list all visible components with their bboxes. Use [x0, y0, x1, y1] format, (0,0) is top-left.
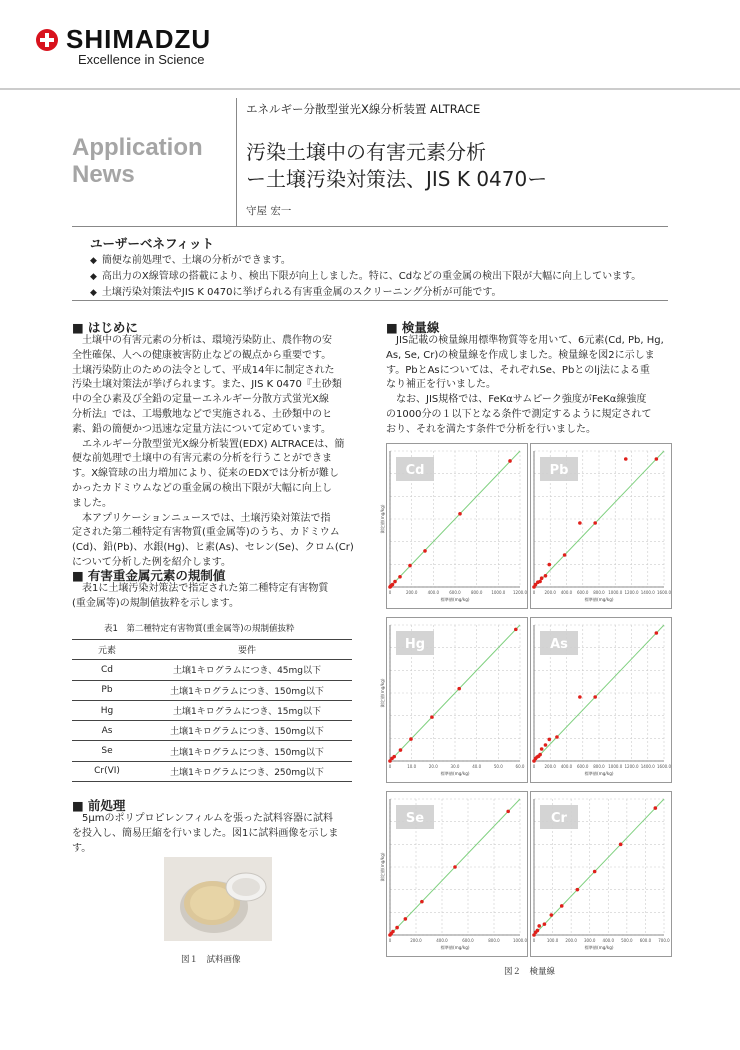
- data-point: [547, 563, 551, 567]
- x-tick-label: 1000.0: [491, 590, 506, 595]
- paragraph-line: 素、鉛の簡便かつ迅速な定量方法について定めています。: [72, 423, 331, 435]
- data-point: [543, 922, 547, 926]
- cell-element: Cr(VI): [72, 761, 142, 781]
- figure2-caption: 図２ 検量線: [504, 967, 556, 977]
- x-tick-label: 800.0: [488, 938, 500, 943]
- x-tick-label: 400.0: [427, 590, 440, 595]
- data-point: [544, 574, 548, 578]
- data-point: [593, 521, 597, 525]
- x-tick-label: 500.0: [621, 938, 633, 943]
- table-caption: 表1 第二種特定有害物質(重金属等)の規制値抜粋: [104, 624, 295, 634]
- chart-svg: [530, 443, 672, 609]
- data-point: [550, 913, 554, 917]
- calibration-chart-as: [530, 617, 672, 783]
- x-tick-label: 600.0: [577, 590, 589, 595]
- sample-container-image: [164, 857, 272, 941]
- x-tick-label: 1200.0: [624, 590, 639, 595]
- element-badge-label: As: [550, 637, 568, 652]
- calibration-chart-pb: [530, 443, 672, 609]
- x-axis-label: 標準値(mg/kg): [584, 945, 614, 950]
- table-row: [72, 741, 352, 761]
- cell-requirement: 土壌1キログラムにつき、150mg以下: [142, 721, 352, 741]
- x-tick-label: 1400.0: [640, 590, 655, 595]
- table-header-row: [72, 640, 352, 660]
- chart-svg: [380, 443, 528, 609]
- x-tick-label: 1400.0: [640, 764, 655, 769]
- x-tick-label: 600.0: [639, 938, 652, 943]
- x-tick-label: 0: [388, 764, 392, 769]
- cell-requirement: 土壌1キログラムにつき、45mg以下: [142, 660, 352, 680]
- data-point: [544, 743, 548, 747]
- x-tick-label: 1600.0: [657, 590, 671, 595]
- data-point: [391, 583, 395, 587]
- x-tick-label: 400.0: [560, 764, 573, 769]
- regulation-heading: ■ 有害重金属元素の規制値: [72, 566, 225, 584]
- x-tick-label: 800.0: [470, 590, 483, 595]
- y-axis-label: 測定値(mg/kg): [380, 504, 385, 534]
- paragraph-line: (Cd)、鉛(Pb)、水銀(Hg)、ヒ素(As)、セレン(Se)、クロム(Cr): [72, 542, 354, 554]
- author: 守屋 宏一: [246, 205, 292, 217]
- table-row: [72, 680, 352, 700]
- paragraph-line: ました。: [72, 497, 112, 509]
- benefit-item: ◆ 高出力のX線管球の搭載により、検出下限が向上しました。特に、Cdなどの重金属の検出下限が大幅に向上しています。: [90, 269, 641, 285]
- chart-svg: [530, 791, 672, 957]
- table-row: [72, 761, 352, 781]
- data-point: [563, 553, 567, 557]
- x-tick-label: 1600.0: [657, 764, 671, 769]
- cell-requirement: 土壌1キログラムにつき、150mg以下: [142, 680, 352, 700]
- cell-element: Cd: [72, 660, 142, 680]
- tagline: Excellence in Science: [78, 52, 205, 67]
- paragraph-line: 汚染土壌対策法が挙げられます。また、JIS K 0470『土砂類: [72, 379, 342, 391]
- title-divider: [236, 98, 237, 226]
- x-tick-label: 1200.0: [624, 764, 639, 769]
- data-point: [576, 888, 580, 892]
- data-point: [619, 843, 623, 847]
- paragraph-line: As, Se, Cr)の検量線を作成しました。検量線を図2に示しま: [386, 349, 655, 361]
- regulation-paragraph: [72, 582, 362, 612]
- brand-name: SHIMADZU: [66, 24, 212, 54]
- application-news-line1: Application: [72, 134, 203, 161]
- data-point: [404, 917, 408, 921]
- x-tick-label: 0: [532, 590, 536, 595]
- x-tick-label: 400.0: [602, 938, 615, 943]
- chart-svg: [380, 617, 528, 783]
- divider: [72, 300, 668, 301]
- data-point: [538, 580, 542, 584]
- paragraph-line: 便な前処理で土壌中の有害元素の分析を行うことができま: [72, 453, 332, 465]
- data-point: [536, 929, 540, 933]
- chart-svg: [530, 617, 672, 783]
- x-tick-label: 600.0: [449, 590, 461, 595]
- paragraph-line: す。PbとAsについては、それぞれSe、Pbとのlj法による重: [386, 364, 650, 376]
- figure1-caption: 図１ 試料画像: [181, 955, 241, 965]
- x-tick-label: 0: [532, 938, 536, 943]
- benefit-item: ◆ 土壌汚染対策法やJIS K 0470に挙げられる有害重金属のスクリーニング分析が可能です。: [90, 285, 641, 301]
- data-point: [391, 930, 395, 934]
- paragraph-line: 全性確保、人への健康被害防止などの観点から重要です。: [72, 349, 332, 361]
- data-point: [393, 580, 397, 584]
- data-point: [506, 810, 510, 814]
- data-point: [458, 512, 462, 516]
- benefit-item: ◆ 簡便な前処理で、土壌の分析ができます。: [90, 253, 641, 269]
- user-benefit-list: [90, 253, 641, 302]
- paragraph-line: エネルギー分散型蛍光X線分析装置(EDX) ALTRACEは、簡: [72, 438, 345, 450]
- element-badge-label: Hg: [404, 637, 426, 652]
- data-point: [540, 576, 544, 580]
- x-tick-label: 0: [388, 938, 392, 943]
- x-tick-label: 800.0: [593, 764, 605, 769]
- element-badge-label: Cd: [405, 463, 425, 478]
- cell-element: Pb: [72, 680, 142, 700]
- data-point: [409, 737, 413, 741]
- paragraph-line: 土壌汚染防止のための法令として、平成14年に制定された: [72, 364, 335, 376]
- calibration-paragraph: [386, 334, 670, 438]
- x-axis-label: 標準値(mg/kg): [440, 597, 470, 602]
- x-axis-label: 標準値(mg/kg): [584, 597, 614, 602]
- calibration-heading: ■ 検量線: [386, 318, 439, 336]
- paragraph-line: す。: [72, 842, 92, 854]
- x-tick-label: 0: [388, 590, 392, 595]
- cell-requirement: 土壌1キログラムにつき、15mg以下: [142, 700, 352, 720]
- paragraph-line: 土壌中の有害元素の分析は、環境汚染防止、農作物の安: [72, 335, 332, 346]
- x-tick-label: 400.0: [436, 938, 448, 943]
- x-tick-label: 50.0: [493, 764, 503, 769]
- cell-requirement: 土壌1キログラムにつき、250mg以下: [142, 761, 352, 781]
- x-tick-label: 200.0: [544, 590, 556, 595]
- x-tick-label: 100.0: [546, 938, 559, 943]
- x-tick-label: 600.0: [577, 764, 589, 769]
- x-tick-label: 40.0: [472, 764, 482, 769]
- cell-element: Hg: [72, 700, 142, 720]
- column-header: 要件: [142, 640, 352, 660]
- x-tick-label: 30.0: [450, 764, 460, 769]
- regulation-table: [72, 639, 352, 782]
- column-header: 元素: [72, 640, 142, 660]
- x-tick-label: 1000.0: [513, 938, 527, 943]
- paragraph-line: 表1に土壌汚染対策法で指定された第二種特定有害物質: [72, 583, 329, 594]
- data-point: [398, 575, 402, 579]
- pretreatment-heading: ■ 前処理: [72, 796, 125, 814]
- header-divider: [0, 88, 740, 90]
- cell-element: As: [72, 721, 142, 741]
- data-point: [399, 748, 403, 752]
- paragraph-line: なり補正を行いました。: [386, 379, 496, 391]
- data-point: [593, 695, 597, 699]
- x-tick-label: 400.0: [560, 590, 573, 595]
- paragraph-line: を投入し、簡易圧縮を行いました。図1に試料画像を示しま: [72, 827, 339, 839]
- x-tick-label: 200.0: [405, 590, 418, 595]
- data-point: [514, 628, 518, 632]
- data-point: [453, 865, 457, 869]
- paragraph-line: の1000分の１以下となる条件で測定するように規定されて: [386, 408, 652, 420]
- data-point: [508, 459, 512, 463]
- chart-svg: [380, 791, 528, 957]
- element-badge-label: Cr: [551, 811, 567, 826]
- x-tick-label: 1200.0: [513, 590, 527, 595]
- paragraph-line: 5μmのポリプロピレンフィルムを張った試料容器に試料: [72, 813, 334, 824]
- x-tick-label: 0: [532, 764, 536, 769]
- calibration-chart-se: [380, 791, 528, 957]
- y-axis-label: 測定値(mg/kg): [380, 678, 385, 708]
- x-axis-label: 標準値(mg/kg): [584, 771, 614, 776]
- table-row: [72, 721, 352, 741]
- x-tick-label: 1000.0: [608, 764, 623, 769]
- calibration-chart-cd: [380, 443, 528, 609]
- page-title: [246, 139, 547, 193]
- paragraph-line: なお、JIS規格では、FeKαサムピーク強度がFeKα線強度: [386, 394, 647, 406]
- shimadzu-logo: [36, 24, 211, 55]
- cell-element: Se: [72, 741, 142, 761]
- data-point: [392, 755, 396, 759]
- data-point: [408, 564, 412, 568]
- data-point: [547, 738, 551, 742]
- sample-photo: [164, 857, 272, 941]
- data-point: [655, 631, 659, 635]
- calibration-chart-cr: [530, 791, 672, 957]
- data-point: [578, 695, 582, 699]
- element-badge-label: Pb: [549, 463, 569, 478]
- paragraph-line: かったカドミウムなどの重金属の検出下限が大幅に向上し: [72, 482, 332, 494]
- paragraph-line: 分析法』では、工場敷地などで実施される、土砂類中のヒ: [72, 408, 332, 420]
- x-tick-label: 200.0: [544, 764, 556, 769]
- x-axis-label: 標準値(mg/kg): [440, 771, 470, 776]
- y-axis-label: 測定値(mg/kg): [380, 852, 385, 882]
- data-point: [654, 806, 658, 810]
- x-tick-label: 600.0: [462, 938, 474, 943]
- title-line2: ー土壌汚染対策法、JIS K 0470ー: [246, 167, 548, 191]
- x-axis-label: 標準値(mg/kg): [440, 945, 470, 950]
- data-point: [457, 687, 461, 691]
- paragraph-line: JIS記載の検量線用標準物質等を用いて、6元素(Cd, Pb, Hg,: [386, 335, 664, 346]
- x-tick-label: 200.0: [565, 938, 577, 943]
- paragraph-line: (重金属等)の規制値抜粋を示します。: [72, 597, 240, 609]
- data-point: [540, 747, 544, 751]
- x-tick-label: 200.0: [410, 938, 422, 943]
- title-line1: 汚染土壌中の有害元素分析: [246, 140, 486, 164]
- data-point: [537, 924, 541, 928]
- intro-heading: ■ はじめに: [72, 318, 138, 336]
- data-point: [555, 735, 559, 739]
- x-tick-label: 700.0: [658, 938, 670, 943]
- data-point: [538, 753, 542, 757]
- x-tick-label: 800.0: [593, 590, 605, 595]
- paragraph-line: について分析した例を紹介します。: [72, 556, 231, 568]
- data-point: [655, 457, 659, 461]
- element-badge-label: Se: [405, 811, 425, 826]
- paragraph-line: 本アプリケーションニュースでは、土壌汚染対策法で指: [72, 512, 331, 524]
- divider: [72, 226, 668, 227]
- x-tick-label: 300.0: [583, 938, 596, 943]
- pretreatment-paragraph: [72, 812, 362, 856]
- application-news-line2: News: [72, 161, 135, 188]
- x-tick-label: 20.0: [428, 764, 438, 769]
- user-benefit-title: ユーザーベネフィット: [90, 236, 215, 251]
- data-point: [423, 549, 427, 553]
- paragraph-line: 中の全ひ素及び全鉛の定量ーエネルギー分散方式蛍光X線: [72, 394, 329, 406]
- intro-paragraph: [72, 334, 362, 571]
- x-tick-label: 10.0: [407, 764, 417, 769]
- cell-requirement: 土壌1キログラムにつき、150mg以下: [142, 741, 352, 761]
- table-row: [72, 700, 352, 720]
- data-point: [560, 904, 564, 908]
- data-point: [578, 521, 582, 525]
- shimadzu-cross-icon: [36, 29, 58, 51]
- data-point: [420, 900, 424, 904]
- data-point: [395, 926, 399, 930]
- application-news-label: [72, 134, 203, 188]
- x-tick-label: 1000.0: [608, 590, 623, 595]
- paragraph-line: 定された第二種特定有害物質(重金属等)のうち、カドミウム: [72, 527, 340, 539]
- x-tick-label: 60.0: [515, 764, 525, 769]
- paragraph-line: す。X線管球の出力増加により、従来のEDXでは分析が難し: [72, 468, 339, 480]
- data-point: [430, 715, 434, 719]
- table-row: [72, 660, 352, 680]
- calibration-chart-hg: [380, 617, 528, 783]
- data-point: [593, 870, 597, 874]
- series-label: エネルギー分散型蛍光X線分析装置 ALTRACE: [246, 102, 481, 116]
- paragraph-line: おり、それを満たす条件で分析を行いました。: [386, 423, 596, 435]
- data-point: [624, 457, 628, 461]
